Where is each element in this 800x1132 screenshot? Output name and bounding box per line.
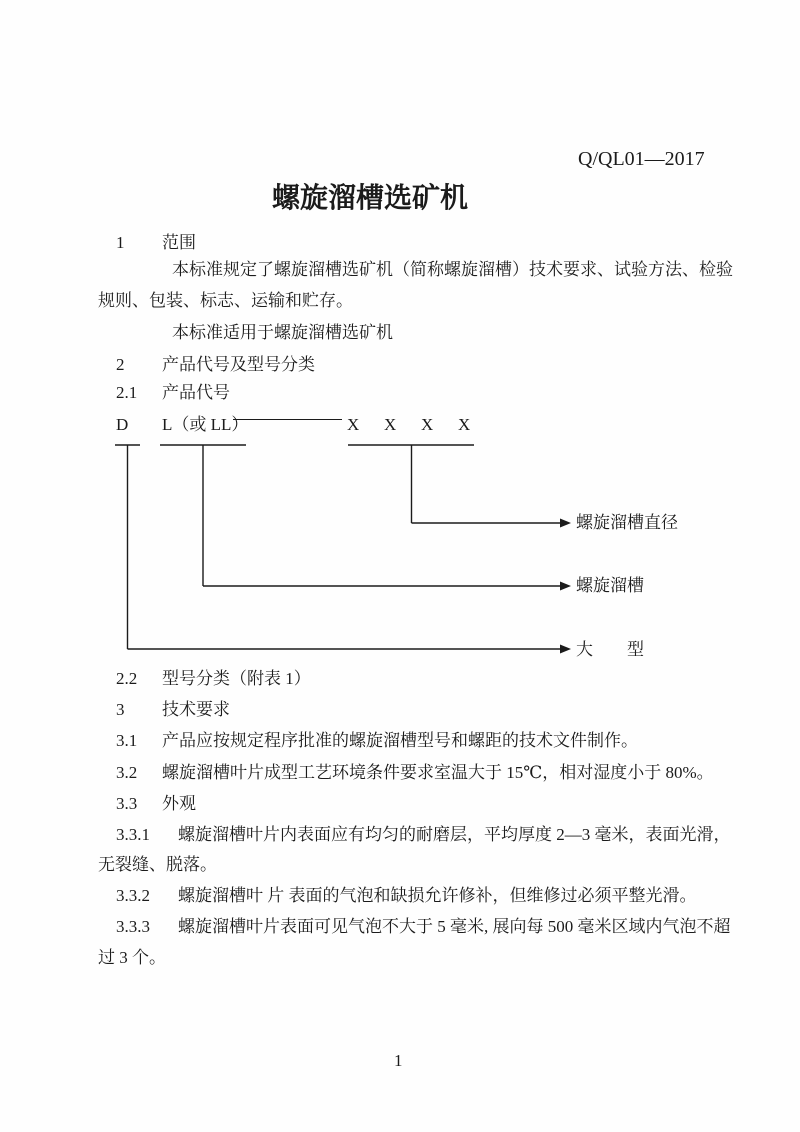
code-x-mark: X [421,415,434,434]
section-2-heading [116,355,315,375]
paragraph-line: 无裂缝、脱落。 [98,855,217,874]
section-3-heading [116,700,230,720]
section-number: 3.1 [116,731,138,750]
paragraph-line: 本标准规定了螺旋溜槽选矿机（简称螺旋溜槽）技术要求、试验方法、检验 [172,260,733,279]
arrow-right-icon [560,582,571,591]
page-number: 1 [394,1051,403,1070]
paragraph-line: 过 3 个。 [98,948,166,967]
code-letter-l: L（或 LL） [162,415,249,434]
section-heading-text: 产品代号及型号分类 [162,355,315,374]
section-3-3-2 [116,886,697,906]
arrow-right-icon [560,519,571,528]
section-number: 3 [116,700,125,719]
code-letter-d: D [116,415,129,434]
page-title: 螺旋溜槽选矿机 [272,183,469,214]
section-2-1-heading [116,383,230,403]
section-heading-text: 技术要求 [162,700,230,719]
section-number: 3.3.1 [116,825,150,844]
code-x-mark: X [458,415,471,434]
section-number: 1 [116,233,125,252]
diagram-label-diameter: 螺旋溜槽直径 [576,513,678,532]
section-3-3-heading [116,794,196,814]
standard-code: Q/QL01—2017 [578,148,705,170]
section-heading-text: 范围 [162,233,196,252]
paragraph-line: 规则、包装、标志、运输和贮存。 [98,291,353,310]
section-body-text: 螺旋溜槽叶片表面可见气泡不大于 5 毫米, 展向每 500 毫米区域内气泡不超 [178,917,731,936]
section-number: 3.3.2 [116,886,150,905]
diagram-label-chute: 螺旋溜槽 [576,576,644,595]
section-body-text: 产品应按规定程序批准的螺旋溜槽型号和螺距的技术文件制作。 [162,731,638,750]
section-number: 2 [116,355,125,374]
section-number: 3.3.3 [116,917,150,936]
code-x-mark: X [347,415,360,434]
section-body-text: 螺旋溜槽叶 片 表面的气泡和缺损允许修补，但维修过必须平整光滑。 [178,886,697,905]
section-heading-text: 外观 [162,794,196,813]
section-body-text: 螺旋溜槽叶片内表面应有均匀的耐磨层，平均厚度 2—3 毫米，表面光滑， [178,825,731,844]
section-number: 3.3 [116,794,138,813]
code-designation-line [0,415,800,435]
section-number: 3.2 [116,763,138,782]
section-3-3-3 [116,917,731,937]
section-heading-text: 产品代号 [162,383,230,402]
section-1-heading [116,233,196,253]
diagram-label-large: 大 型 [576,640,644,659]
section-number: 2.1 [116,383,138,402]
section-body-text: 螺旋溜槽叶片成型工艺环境条件要求室温大于 15℃，相对湿度小于 80%。 [162,763,714,782]
paragraph-line: 本标准适用于螺旋溜槽选矿机 [172,323,393,342]
code-x-mark: X [384,415,397,434]
section-3-2 [116,763,714,783]
designation-diagram [0,440,800,670]
section-2-2-heading [116,669,311,689]
section-number: 2.2 [116,669,138,688]
section-3-1 [116,731,638,751]
section-heading-text: 型号分类（附表 1） [162,669,311,688]
arrow-right-icon [560,645,571,654]
section-3-3-1 [116,825,731,845]
blank-underline [233,419,342,420]
